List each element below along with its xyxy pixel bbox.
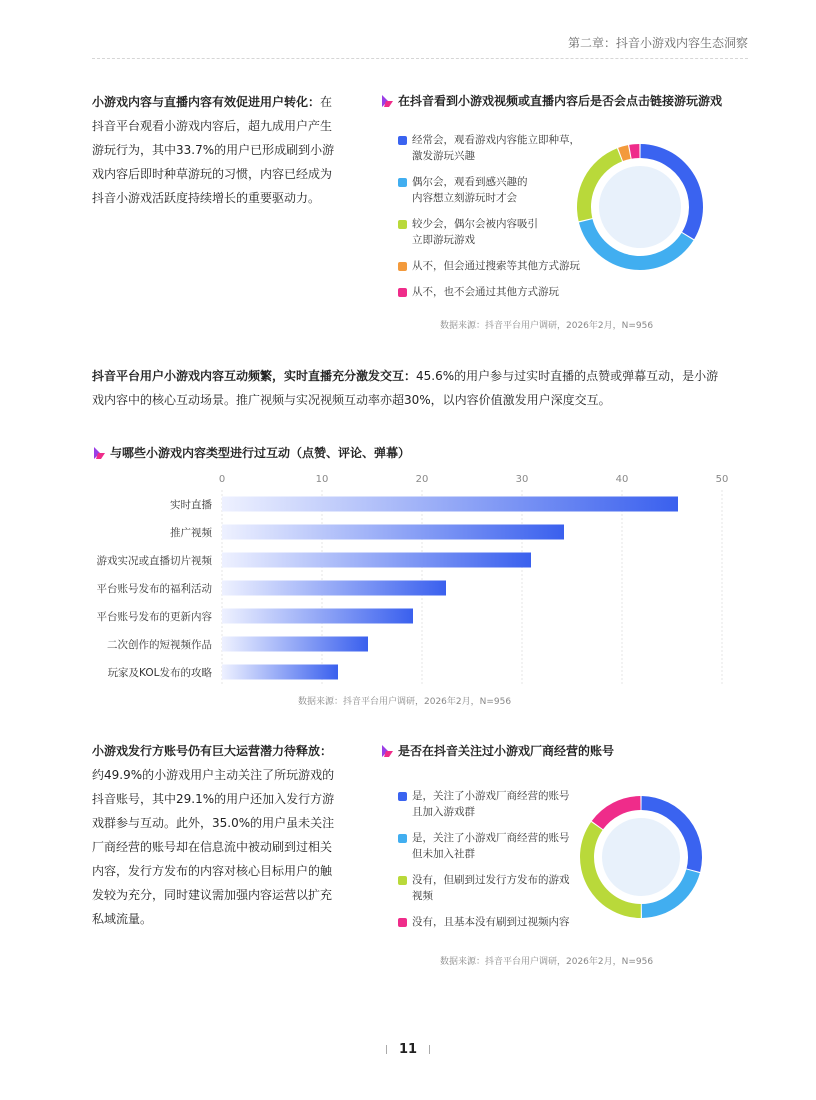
x-tick-label: 50	[715, 474, 729, 485]
chapter-header: 第二章：抖音小游戏内容生态洞察	[567, 36, 748, 50]
legend-swatch	[398, 792, 407, 801]
legend-swatch	[398, 834, 407, 843]
category-label: 平台账号发布的福利活动	[96, 583, 212, 595]
donut-center	[599, 166, 681, 248]
legend-label: 从不，但会通过搜索等其他方式游玩	[412, 260, 580, 272]
bar	[222, 525, 564, 540]
legend-item	[398, 872, 592, 904]
header-divider	[92, 58, 748, 59]
legend-label: 没有，且基本没有刷到过视频内容	[412, 916, 570, 928]
section3-line: 抖音账号，其中29.1%的用户还加入发行方游	[92, 792, 335, 806]
bar	[222, 637, 368, 652]
legend-label: 但未加入社群	[412, 848, 475, 860]
legend-label: 从不，也不会通过其他方式游玩	[412, 286, 559, 298]
section1-line: 抖音小游戏活跃度持续增长的重要驱动力。	[92, 191, 321, 205]
legend-label: 是，关注了小游戏厂商经营的账号	[412, 832, 570, 844]
category-label: 实时直播	[170, 499, 212, 511]
donut1-title-text: 在抖音看到小游戏视频或直播内容后是否会点击链接游玩游戏	[398, 94, 723, 108]
legend-label: 视频	[412, 890, 433, 902]
x-tick-label: 10	[315, 474, 329, 485]
section1-line: 戏内容后即时种草游玩的习惯，内容已经成为	[92, 167, 333, 181]
legend-label: 内容想立刻游玩时才会	[412, 192, 517, 204]
donut1-title	[380, 92, 722, 109]
legend-item	[398, 258, 592, 274]
legend-item	[398, 284, 592, 300]
x-tick-label: 20	[415, 474, 429, 485]
bar-chart-title	[92, 444, 410, 461]
chart-title-icon	[380, 95, 394, 107]
legend-swatch	[398, 262, 407, 271]
bar-chart-source: 数据来源：抖音平台用户调研，2026年2月，N=956	[298, 697, 512, 707]
page-number	[0, 1042, 816, 1057]
legend-label: 是，关注了小游戏厂商经营的账号	[412, 790, 570, 802]
legend-swatch	[398, 876, 407, 885]
section3-line: 发较为充分，同时建议需加强内容运营以扩充	[92, 888, 333, 902]
bar-chart	[92, 468, 742, 690]
chart-title-icon	[380, 745, 394, 757]
bar	[222, 665, 338, 680]
section1-paragraph	[92, 90, 352, 210]
donut2-legend	[398, 788, 592, 940]
donut2-title-text: 是否在抖音关注过小游戏厂商经营的账号	[398, 744, 615, 758]
legend-label: 且加入游戏群	[412, 806, 475, 818]
page-number-divider	[386, 1045, 387, 1054]
bar	[222, 581, 446, 596]
donut1-chart	[575, 142, 705, 272]
category-label: 玩家及KOL发布的攻略	[107, 667, 212, 679]
page-number-text: 11	[398, 1042, 418, 1057]
legend-label: 立即游玩游戏	[412, 234, 475, 246]
section3-line: 私域流量。	[92, 912, 153, 926]
legend-item	[398, 914, 592, 930]
bar	[222, 553, 531, 568]
category-label: 推广视频	[170, 527, 212, 539]
x-tick-label: 30	[515, 474, 529, 485]
legend-label: 经常会，观看游戏内容能立即种草，	[412, 134, 580, 146]
section1-line: 抖音平台观看小游戏内容后，超九成用户产生	[92, 119, 333, 133]
bar	[222, 609, 413, 624]
x-tick-label: 40	[615, 474, 629, 485]
section2-paragraph	[92, 364, 732, 412]
section3-line: 戏群参与互动。此外，35.0%的用户虽未关注	[92, 816, 335, 830]
legend-swatch	[398, 918, 407, 927]
donut-center	[602, 818, 680, 896]
legend-label: 偶尔会，观看到感兴趣的	[412, 176, 528, 188]
legend-label: 没有，但刷到过发行方发布的游戏	[412, 874, 570, 886]
page-number-divider	[429, 1045, 430, 1054]
legend-item	[398, 788, 592, 820]
section1-line: 在	[320, 95, 333, 109]
section2-bold-lead: 抖音平台用户小游戏内容互动频繁，实时直播充分激发交互：	[92, 369, 417, 383]
legend-swatch	[398, 220, 407, 229]
legend-item	[398, 174, 592, 206]
section3-line: 内容，发行方发布的内容对核心目标用户的触	[92, 864, 333, 878]
donut1-legend	[398, 132, 592, 310]
donut1-source: 数据来源：抖音平台用户调研，2026年2月，N=956	[440, 321, 654, 331]
donut2-chart	[578, 794, 704, 920]
section3-line: 厂商经营的账号却在信息流中被动刷到过相关	[92, 840, 333, 854]
legend-item	[398, 830, 592, 862]
legend-item	[398, 216, 592, 248]
donut2-source: 数据来源：抖音平台用户调研，2026年2月，N=956	[440, 957, 654, 967]
legend-item	[398, 132, 592, 164]
category-label: 二次创作的短视频作品	[107, 639, 212, 651]
bar	[222, 497, 678, 512]
section1-line: 游玩行为，其中33.7%的用户已形成刷到小游	[92, 143, 335, 157]
section3-line: 约49.9%的小游戏用户主动关注了所玩游戏的	[92, 768, 335, 782]
donut2-title	[380, 742, 614, 759]
section2-line: 戏内容中的核心互动场景。推广视频与实况视频互动率亦超30%，以内容价值激发用户深度交互。	[92, 393, 611, 407]
x-tick-label: 0	[218, 474, 226, 485]
legend-label: 激发游玩兴趣	[412, 150, 475, 162]
section2-line: 45.6%的用户参与过实时直播的点赞或弹幕互动，是小游	[416, 369, 719, 383]
section3-bold-lead: 小游戏发行方账号仍有巨大运营潜力待释放：	[92, 744, 333, 758]
legend-swatch	[398, 136, 407, 145]
chart-title-icon	[92, 447, 106, 459]
donut-slice	[629, 144, 639, 159]
section3-paragraph	[92, 739, 352, 931]
legend-swatch	[398, 288, 407, 297]
category-label: 平台账号发布的更新内容	[96, 611, 212, 623]
legend-swatch	[398, 178, 407, 187]
section1-bold-lead: 小游戏内容与直播内容有效促进用户转化：	[92, 95, 321, 109]
category-label: 游戏实况或直播切片视频	[96, 555, 212, 567]
bar-chart-title-text: 与哪些小游戏内容类型进行过互动（点赞、评论、弹幕）	[110, 446, 411, 460]
legend-label: 较少会，偶尔会被内容吸引	[412, 218, 538, 230]
